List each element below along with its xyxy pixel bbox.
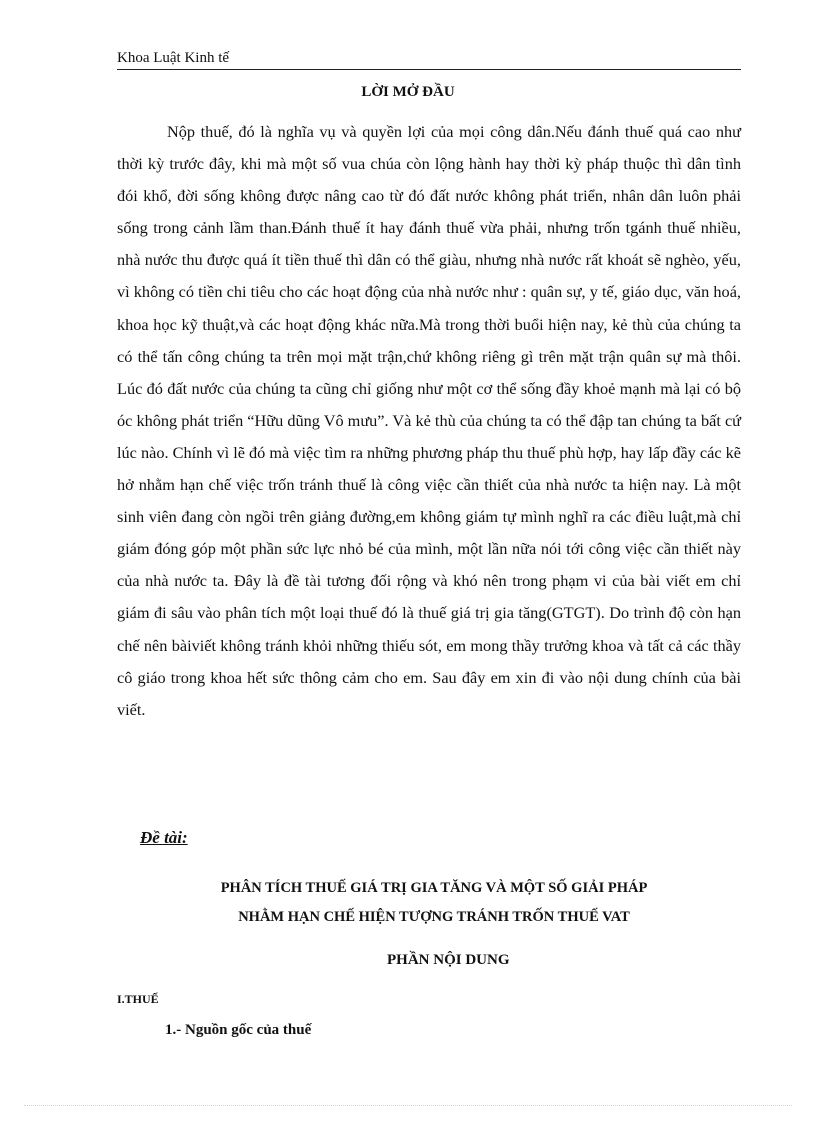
header-text: Khoa Luật Kinh tế [117,50,230,66]
part-heading: I.THUẾ [117,992,159,1006]
page-heading: LỜI MỞ ĐẦU [361,84,455,100]
topic-label: Đề tài: [140,828,188,847]
section-heading: PHẦN NỘI DUNG [387,952,510,968]
footer-divider [24,1105,792,1106]
page-header [117,50,741,70]
title-line-1: PHÂN TÍCH THUẾ GIÁ TRỊ GIA TĂNG VÀ MỘT SỐ GIẢI PHÁP [220,880,648,896]
subsection-heading: 1.- Nguồn gốc của thuế [165,1022,312,1038]
title-line-2: NHẰM HẠN CHẾ HIỆN TƯỢNG TRÁNH TRỐN THUẾ VAT [238,909,630,925]
body-paragraph: Nộp thuế, đó là nghĩa vụ và quyền lợi của mọi công dân.Nếu đánh thuế quá cao như thời kỳ trước đây, khi mà một số vua chúa còn lộng hành hay thời kỳ pháp thuộc thì dân tình đói khổ, đời sống không được nâng cao từ đó đất nước không phát triển, nhân dân luôn phải sống trong cảnh lầm than.Đánh thuế ít hay đánh thuế vừa phải, nhưng trốn tgánh thuế nhiều, nhà nước thu được quá ít tiền thuế thì dân có thể giàu, nhưng nhà nước rất khoát sẽ nghèo, yếu, vì không có tiền chi tiêu cho các hoạt động của nhà nước như : quân sự, y tế, giáo dục, văn hoá, khoa học kỹ thuật,và các hoạt động khác nữa.Mà trong thời buổi hiện nay, kẻ thù của chúng ta có thể tấn công chúng ta trên mọi mặt trận,chứ không riêng gì trên mặt trận quân sự mà thôi. Lúc đó đất nước của chúng ta cũng chỉ giống như một cơ thể sống đầy khoẻ mạnh mà lại có bộ óc không phát triển “Hữu dũng Vô mưu”. Và kẻ thù của chúng ta có thể đập tan chúng ta bất cứ lúc nào. Chính vì lẽ đó mà việc tìm ra những phương pháp thu thuế phù hợp, hay lấp đầy các kẽ hở nhằm hạn chế việc trốn tránh thuế là công việc cần thiết của nhà nước ta hiện nay. Là một sinh viên đang còn ngồi trên giảng đường,em không giám tự mình nghĩ ra các điều luật,mà chỉ giám đóng góp một phần sức lực nhỏ bé của mình, một lần nữa nói tới công việc cần thiết này của nhà nước ta. Đây là đề tài tương đối rộng và khó nên trong phạm vi của bài viết em chỉ giám đi sâu vào phân tích một loại thuế đó là thuế giá trị gia tăng(GTGT). Do trình độ còn hạn chế nên bàiviết không tránh khỏi những thiếu sót, em mong thầy trưởng khoa và tất cả các thầy cô giáo trong khoa hết sức thông cảm cho em. Sau đây em xin đi vào nội dung chính của bài viết. [117,122,742,719]
document-title [0,874,816,932]
